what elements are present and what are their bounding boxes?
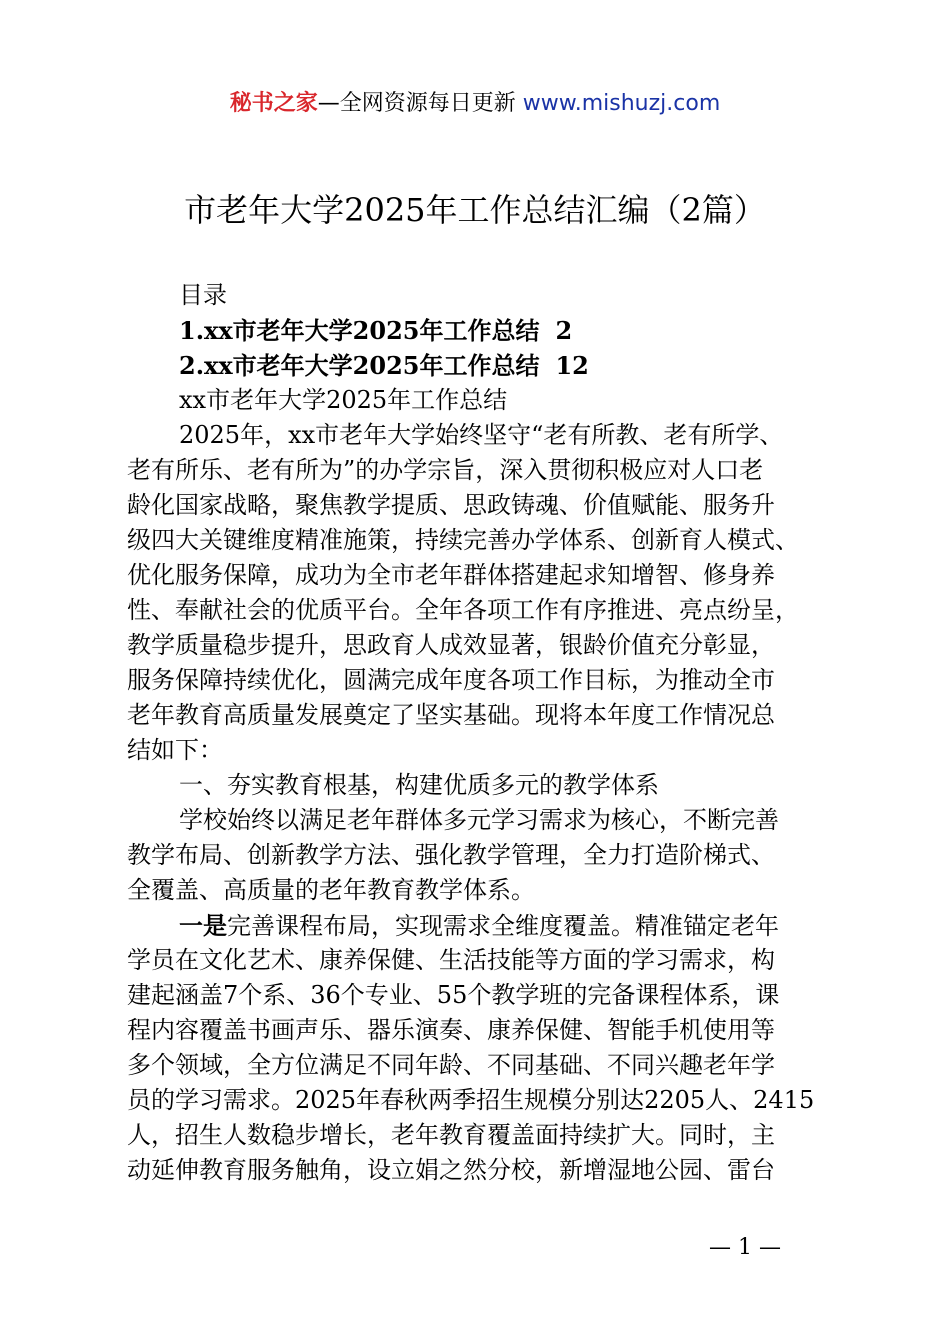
toc-item-label: 2.xx市老年大学2025年工作总结 xyxy=(179,351,540,380)
toc-item[interactable] xyxy=(127,313,833,348)
toc-item-label: 1.xx市老年大学2025年工作总结 xyxy=(179,316,540,345)
paragraph-line: 建起涵盖7个系、36个专业、55个教学班的完备课程体系，课 xyxy=(127,981,780,1009)
document-title: 市老年大学2025年工作总结汇编（2篇） xyxy=(184,191,766,229)
paragraph-line: 老年教育高质量发展奠定了坚实基础。现将本年度工作情况总 xyxy=(127,701,775,729)
paragraph-line: 教学布局、创新教学方法、强化教学管理，全力打造阶梯式、 xyxy=(127,841,775,869)
toc-item-page: 12 xyxy=(555,351,589,380)
paragraph-line: 人，招生人数稳步增长，老年教育覆盖面持续扩大。同时，主 xyxy=(127,1121,775,1149)
paragraph-line: 学员在文化艺术、康养保健、生活技能等方面的学习需求，构 xyxy=(127,946,775,974)
paragraph-line: 学校始终以满足老年群体多元学习需求为核心，不断完善 xyxy=(179,806,779,834)
paragraph-line: 龄化国家战略，聚焦教学提质、思政铸魂、价值赋能、服务升 xyxy=(127,491,775,519)
toc-item[interactable] xyxy=(127,348,833,383)
paragraph-line: 结如下： xyxy=(127,736,223,764)
header-slogan: —全网资源每日更新 xyxy=(317,91,523,116)
paragraph-line: 多个领域，全方位满足不同年龄、不同基础、不同兴趣老年学 xyxy=(127,1051,775,1079)
paragraph-line: 动延伸教育服务触角，设立娟之然分校，新增湿地公园、雷台 xyxy=(127,1156,775,1184)
paragraph-line: 员的学习需求。2025年春秋两季招生规模分别达2205人、2415 xyxy=(127,1086,815,1114)
point-first-line xyxy=(127,908,833,943)
article-heading: xx市老年大学2025年工作总结 xyxy=(179,386,508,414)
paragraph-line: 2025年，xx市老年大学始终坚守“老有所教、老有所学、 xyxy=(179,421,784,449)
paragraph-line: 全覆盖、高质量的老年教育教学体系。 xyxy=(127,876,535,904)
paragraph-line: 级四大关键维度精准施策，持续完善办学体系、创新育人模式、 xyxy=(127,526,799,554)
toc-item-page: 2 xyxy=(555,316,573,345)
section-heading: 一、夯实教育根基，构建优质多元的教学体系 xyxy=(179,771,659,799)
header-url[interactable]: www.mishuzj.com xyxy=(522,91,721,116)
toc-heading: 目录 xyxy=(179,281,227,309)
paragraph-line: 优化服务保障，成功为全市老年群体搭建起求知增智、修身养 xyxy=(127,561,775,589)
paragraph-line: 服务保障持续优化，圆满完成年度各项工作目标，为推动全市 xyxy=(127,666,775,694)
paragraph-line: 教学质量稳步提升，思政育人成效显著，银龄价值充分彰显， xyxy=(127,631,775,659)
paragraph-line: 老有所乐、老有所为”的办学宗旨，深入贯彻积极应对人口老 xyxy=(127,456,764,484)
document-body xyxy=(127,278,833,1188)
paragraph-line: 性、奉献社会的优质平台。全年各项工作有序推进、亮点纷呈， xyxy=(127,596,799,624)
paragraph-line: 程内容覆盖书画声乐、器乐演奏、康养保健、智能手机使用等 xyxy=(127,1016,775,1044)
page-number: — 1 — xyxy=(709,1235,781,1260)
brand-name: 秘书之家 xyxy=(229,91,318,116)
point-text: 完善课程布局，实现需求全维度覆盖。精准锚定老年 xyxy=(227,912,779,940)
point-label: 一是 xyxy=(179,911,227,940)
site-header xyxy=(0,86,950,122)
